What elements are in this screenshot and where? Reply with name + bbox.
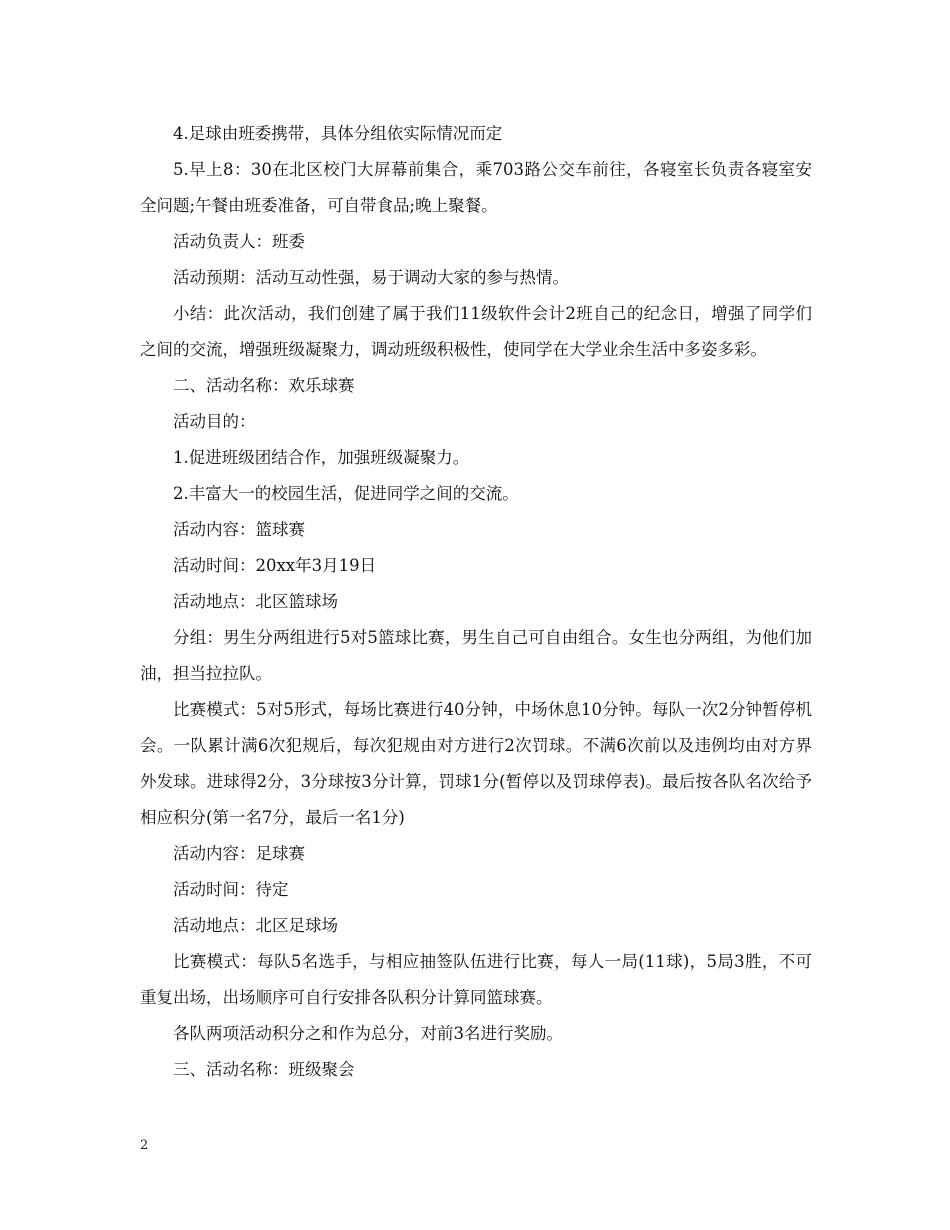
paragraph: 活动负责人：班委 bbox=[173, 232, 305, 251]
paragraph: 5.早上8：30在北区校门大屏幕前集合，乘703路公交车前往，各寝室长负责各寝室安全问题;午餐由班委准备，可自带食品;晚上聚餐。 bbox=[140, 160, 812, 215]
paragraph: 小结：此次活动，我们创建了属于我们11级软件会计2班自己的纪念日，增强了同学们之间的交流，增强班级凝聚力，调动班级积极性，使同学在大学业余生活中多姿多彩。 bbox=[140, 304, 812, 359]
document-body bbox=[140, 116, 812, 1088]
section-heading: 二、活动名称：欢乐球赛 bbox=[173, 376, 355, 395]
paragraph: 活动内容：足球赛 bbox=[173, 844, 305, 863]
paragraph: 活动时间：待定 bbox=[173, 880, 289, 899]
page-number: 2 bbox=[140, 1138, 149, 1153]
list-item: 2.丰富大一的校园生活，促进同学之间的交流。 bbox=[173, 484, 519, 503]
paragraph: 活动地点：北区篮球场 bbox=[173, 592, 338, 611]
paragraph: 分组：男生分两组进行5对5篮球比赛，男生自己可自由组合。女生也分两组，为他们加油，担当拉拉队。 bbox=[140, 628, 812, 683]
section-heading: 三、活动名称：班级聚会 bbox=[173, 1060, 355, 1079]
paragraph: 活动预期：活动互动性强，易于调动大家的参与热情。 bbox=[173, 268, 569, 287]
paragraph: 活动时间：20xx年3月19日 bbox=[173, 556, 377, 575]
paragraph: 4.足球由班委携带，具体分组依实际情况而定 bbox=[173, 124, 503, 143]
paragraph: 活动地点：北区足球场 bbox=[173, 916, 338, 935]
paragraph: 比赛模式：每队5名选手，与相应抽签队伍进行比赛，每人一局(11球)，5局3胜，不可重复出场，出场顺序可自行安排各队积分计算同篮球赛。 bbox=[140, 952, 812, 1007]
paragraph: 各队两项活动积分之和作为总分，对前3名进行奖励。 bbox=[173, 1024, 563, 1043]
list-item: 1.促进班级团结合作，加强班级凝聚力。 bbox=[173, 448, 470, 467]
paragraph: 活动目的： bbox=[173, 412, 256, 431]
paragraph: 比赛模式：5对5形式，每场比赛进行40分钟，中场休息10分钟。每队一次2分钟暂停机会。一队累计满6次犯规后，每次犯规由对方进行2次罚球。不满6次前以及违例均由对方界外发球。进球得2分，3分球按3分计算，罚球1分(暂停以及罚球停表)。最后按各队名次给予相应积分(第一名7分，最后一名1分) bbox=[140, 700, 812, 827]
paragraph: 活动内容：篮球赛 bbox=[173, 520, 305, 539]
